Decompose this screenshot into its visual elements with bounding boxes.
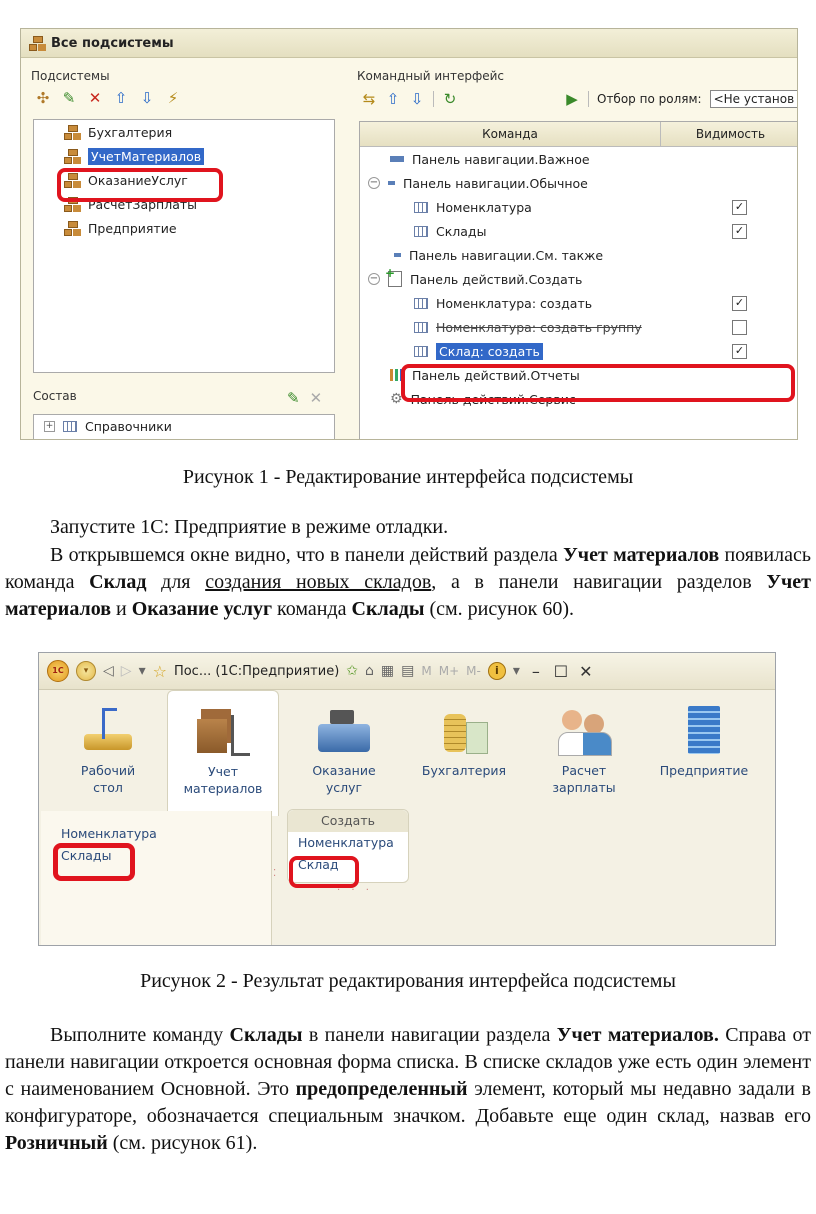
nav-panel-icon	[388, 181, 395, 185]
roles-filter-select[interactable]: <Не установ	[710, 90, 798, 108]
visibility-checkbox[interactable]	[732, 320, 747, 335]
add-favorite-icon[interactable]: ✩	[346, 663, 359, 679]
section-enterprise[interactable]: Предприятие	[649, 690, 759, 810]
create-nomenclature-item[interactable]: Номенклатура	[298, 835, 394, 850]
gear-icon: ⚙	[390, 391, 403, 407]
move-up-icon[interactable]: ⇧	[114, 89, 128, 107]
subsystem-icon	[64, 149, 80, 163]
move-down-icon[interactable]: ⇩	[410, 90, 424, 108]
paragraph-launch: Запустите 1С: Предприятие в режиме отладки.	[50, 516, 449, 538]
toolbar-separator	[588, 91, 589, 107]
figure-2-screenshot	[38, 652, 776, 946]
subsystem-item[interactable]: Бухгалтерия	[34, 120, 334, 144]
home-icon[interactable]: ⌂	[365, 663, 374, 679]
memory-button[interactable]: M	[421, 664, 432, 678]
subsystem-item[interactable]: Предприятие	[34, 216, 334, 240]
command-interface-pane	[357, 69, 798, 440]
composition-tree	[33, 414, 335, 440]
figure-1-screenshot	[20, 28, 798, 440]
highlight-warehouses-nav	[53, 843, 135, 881]
delete-icon[interactable]: ✕	[309, 389, 323, 407]
desktop-icon	[78, 704, 138, 756]
collapse-icon[interactable]: −	[369, 273, 379, 284]
catalog-icon	[414, 322, 428, 333]
table-row[interactable]: − + Панель действий.Создать	[360, 267, 798, 291]
edit-icon[interactable]: ✎	[287, 389, 300, 407]
table-row[interactable]: Номенклатура: создать группу	[360, 315, 798, 339]
table-row[interactable]: Панель навигации.См. также	[360, 243, 798, 267]
table-row-selected[interactable]: Склад: создать ✓	[360, 339, 798, 363]
nav-item-warehouses[interactable]: Склады	[61, 848, 112, 863]
column-command[interactable]: Команда	[360, 122, 661, 146]
building-icon	[674, 704, 734, 756]
coins-icon	[434, 704, 494, 756]
menu-icon[interactable]: ▾	[76, 661, 96, 681]
delete-icon[interactable]: ✕	[88, 89, 102, 107]
memory-plus-button[interactable]: M+	[438, 664, 460, 678]
back-icon[interactable]: ◁	[103, 663, 114, 679]
favorites-star-icon[interactable]: ☆	[152, 661, 167, 681]
collapse-icon[interactable]: −	[369, 177, 379, 188]
minimize-icon[interactable]: –	[531, 661, 540, 681]
maximize-icon[interactable]: ☐	[553, 661, 569, 681]
close-icon[interactable]: ✕	[579, 661, 593, 681]
nav-panel-icon	[394, 253, 401, 257]
subsystems-tree	[33, 119, 335, 373]
section-accounting[interactable]: Бухгалтерия	[409, 690, 519, 810]
sections-panel	[39, 690, 775, 810]
highlight-create-warehouse	[401, 364, 795, 402]
window-title: Пос... (1С:Предприятие)	[173, 663, 340, 679]
memory-minus-button[interactable]: M-	[466, 664, 481, 678]
subsystem-icon	[64, 125, 80, 139]
command-interface-label: Командный интерфейс	[357, 69, 505, 83]
subsystem-item[interactable]: РасчетЗарплаты	[34, 192, 334, 216]
catalog-icon	[63, 421, 77, 432]
filter-label: Отбор по ролям:	[597, 92, 702, 106]
table-header	[360, 122, 798, 147]
people-icon	[554, 704, 614, 756]
subsystem-item-selected[interactable]: УчетМатериалов	[34, 144, 334, 168]
expand-icon[interactable]: +	[45, 421, 54, 431]
highlight-create-warehouse	[289, 856, 359, 888]
subsystems-label: Подсистемы	[31, 69, 110, 83]
catalog-icon	[414, 298, 428, 309]
wizard-icon[interactable]: ⚡	[167, 89, 179, 107]
calendar-icon[interactable]: ▤	[401, 663, 415, 679]
catalog-icon	[414, 226, 428, 237]
highlight-selected-subsystem	[57, 168, 223, 202]
table-row[interactable]: Панель действий.Отчеты	[360, 363, 798, 387]
window-titlebar	[21, 29, 797, 58]
forward-icon[interactable]: ▷	[120, 663, 132, 679]
create-header: Создать	[288, 810, 408, 832]
subsystem-icon	[64, 221, 80, 235]
table-row[interactable]: Номенклатура ✓	[360, 195, 798, 219]
composition-item[interactable]: + Справочники	[45, 419, 172, 434]
cash-register-icon	[314, 704, 374, 756]
move-icon[interactable]: ⇆	[362, 90, 376, 108]
table-row[interactable]: Склады ✓	[360, 219, 798, 243]
catalog-icon	[414, 202, 428, 213]
add-subsystem-icon[interactable]: ✣	[36, 89, 50, 107]
composition-toolbar	[287, 389, 322, 407]
run-icon[interactable]: ▶	[566, 90, 578, 108]
nav-item-nomenclature[interactable]: Номенклатура	[61, 826, 157, 841]
edit-icon[interactable]: ✎	[62, 89, 76, 107]
subsystem-item[interactable]: ОказаниеУслуг	[34, 168, 334, 192]
paragraph-result: В открывшемся окне видно, что в панели действий раздела Учет материалов появилась команда Склад для создания новых складов, а в панели навигации разделов Учет материалов и Оказание услуг команда Склады (см. рисунок 60).	[5, 544, 811, 620]
move-up-icon[interactable]: ⇧	[386, 90, 400, 108]
subsystems-icon	[29, 36, 45, 50]
visibility-checkbox[interactable]: ✓	[732, 224, 747, 239]
boxes-icon	[193, 705, 253, 757]
command-interface-toolbar	[361, 89, 798, 109]
section-materials[interactable]: Учет материалов	[167, 690, 279, 816]
figure-2-caption: Рисунок 2 - Результат редактирования интерфейса подсистемы	[140, 970, 676, 992]
subsystems-pane	[31, 69, 341, 439]
section-payroll[interactable]: Расчет зарплаты	[529, 690, 639, 810]
visibility-checkbox[interactable]: ✓	[732, 200, 747, 215]
paragraph-run-command: Выполните команду Склады в панели навигации раздела Учет материалов. Справа от панели навигации откроется основная форма списка. В списке складов уже есть один элемент с наименованием Основной. Это предопределенный элемент, который мы недавно задали в конфигураторе, обозначается специальным значком. Добавьте еще один склад, назвав его Розничный (см. рисунок 61).	[5, 1024, 812, 1154]
history-dropdown-icon[interactable]: ▾	[138, 663, 146, 679]
toolbar-separator	[433, 91, 434, 107]
resize-grip: · · ·	[337, 885, 373, 896]
table-row[interactable]: − Панель навигации.Обычное	[369, 175, 588, 191]
app-toolbar	[39, 653, 775, 690]
catalog-icon	[414, 346, 428, 357]
calculator-icon[interactable]: ▦	[380, 663, 395, 679]
column-visibility[interactable]: Видимость	[695, 127, 766, 141]
table-row[interactable]: Номенклатура: создать ✓	[360, 291, 798, 315]
1c-logo-icon[interactable]: 1С	[47, 660, 69, 682]
figure-1-caption: Рисунок 1 - Редактирование интерфейса подсистемы	[182, 466, 634, 488]
create-action-icon	[388, 271, 402, 287]
create-warehouse-item[interactable]: Склад	[298, 857, 339, 872]
composition-label: Состав	[33, 389, 77, 403]
info-dropdown-icon[interactable]: ▾	[512, 663, 520, 679]
table-row[interactable]: ⚙ Панель действий.Сервис	[390, 391, 576, 407]
visibility-checkbox[interactable]: ✓	[732, 344, 747, 359]
section-desktop[interactable]: Рабочий стол	[53, 690, 163, 810]
refresh-icon[interactable]: ↻	[443, 90, 457, 108]
window-title: Все подсистемы	[51, 35, 174, 51]
table-row[interactable]: Панель навигации.Важное	[360, 147, 798, 171]
info-icon[interactable]: i	[488, 662, 506, 680]
resize-grip: ⁚	[273, 868, 281, 879]
section-services[interactable]: Оказание услуг	[289, 690, 399, 810]
visibility-checkbox[interactable]: ✓	[732, 296, 747, 311]
nav-panel-icon	[390, 156, 404, 162]
subsystems-toolbar	[35, 89, 341, 107]
move-down-icon[interactable]: ⇩	[140, 89, 154, 107]
